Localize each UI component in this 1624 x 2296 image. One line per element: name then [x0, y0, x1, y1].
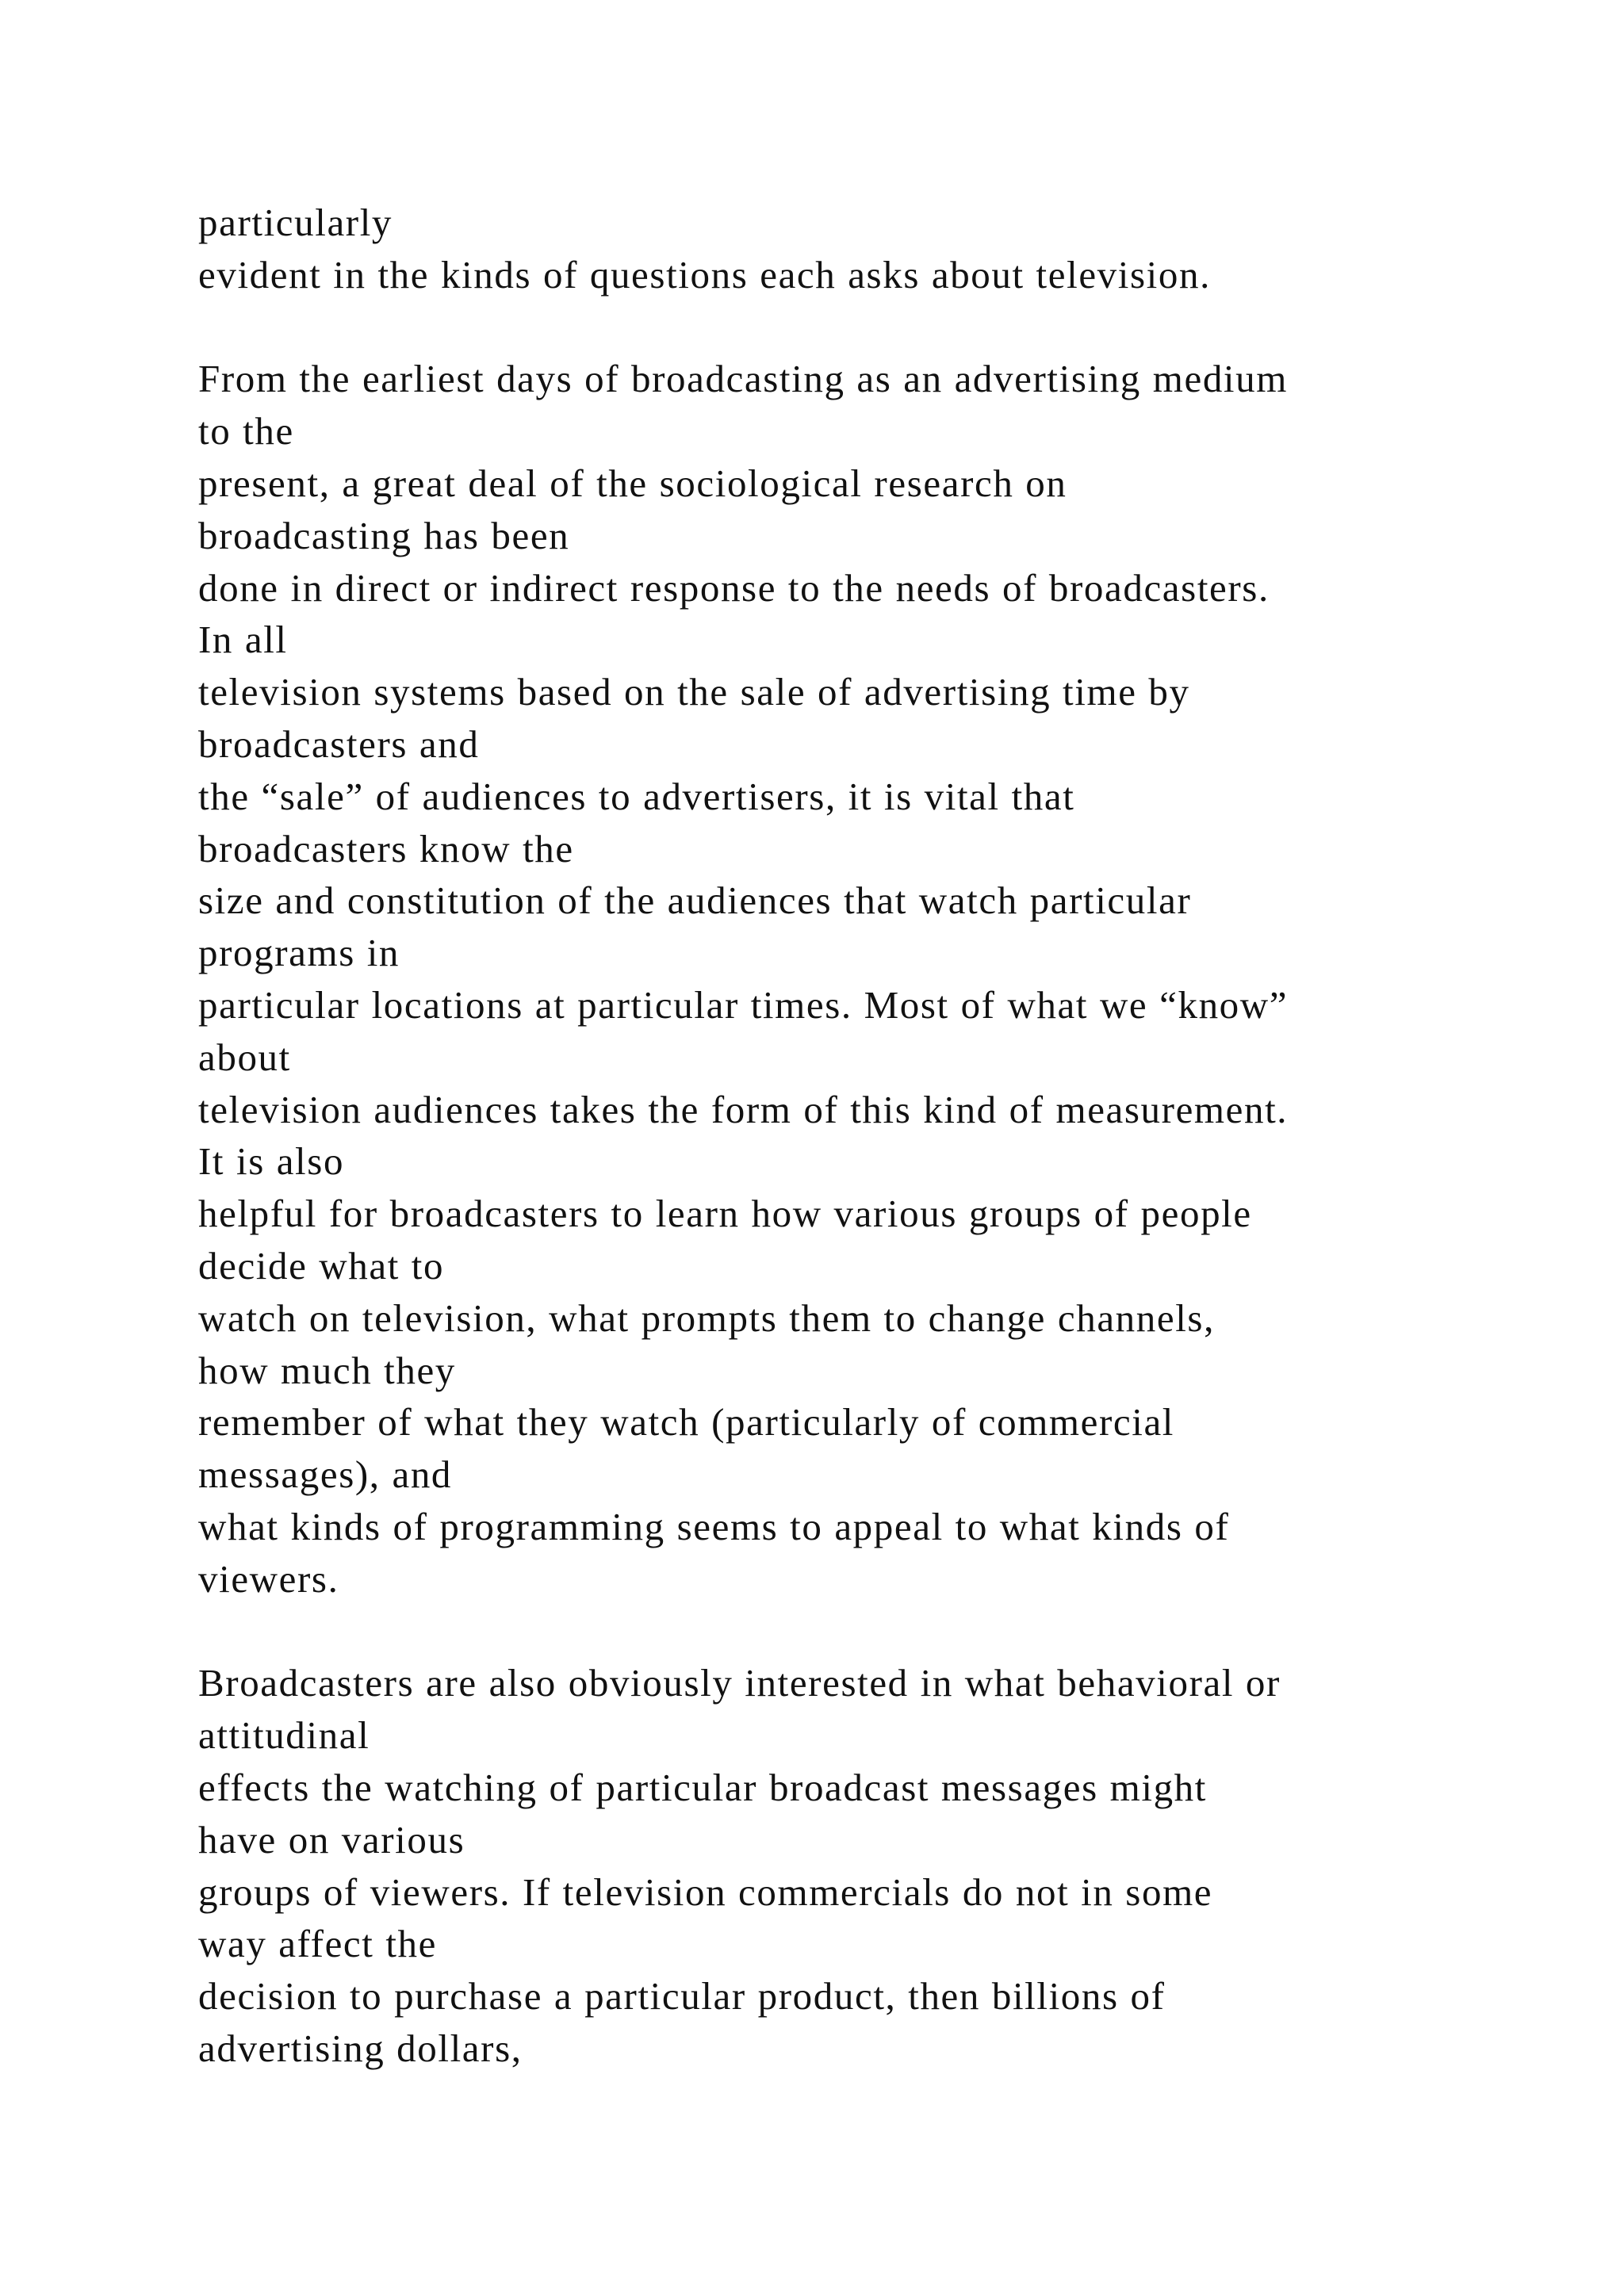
text-line: television systems based on the sale of advertising time by [198, 670, 1190, 714]
text-line: helpful for broadcasters to learn how various groups of people [198, 1192, 1252, 1236]
text-line: programs in [198, 931, 400, 975]
text-line: evident in the kinds of questions each asks about television. [198, 252, 1211, 297]
text-line: From the earliest days of broadcasting as an advertising medium [198, 357, 1288, 401]
text-line: broadcasters and [198, 721, 480, 766]
text-line: what kinds of programming seems to appeal to what kinds of [198, 1504, 1230, 1548]
text-line: the “sale” of audiences to advertisers, it is vital that [198, 774, 1075, 818]
text-line: to the [198, 409, 294, 453]
paragraph [198, 1657, 1546, 2074]
text-line: television audiences takes the form of this kind of measurement. [198, 1087, 1289, 1131]
text-line: watch on television, what prompts them to change channels, [198, 1295, 1215, 1340]
text-line: viewers. [198, 1556, 339, 1601]
text-line: size and constitution of the audiences that watch particular [198, 878, 1192, 923]
text-line: about [198, 1035, 291, 1079]
text-line: decide what to [198, 1243, 445, 1288]
text-line: way affect the [198, 1922, 438, 1966]
text-line: particular locations at particular times. Most of what we “know” [198, 982, 1289, 1027]
text-line: how much they [198, 1348, 456, 1392]
text-line: It is also [198, 1139, 345, 1184]
text-line: messages), and [198, 1452, 453, 1497]
text-line: groups of viewers. If television commercials do not in some [198, 1869, 1213, 1914]
text-line: remember of what they watch (particularly of commercial [198, 1400, 1175, 1445]
text-line: broadcasting has been [198, 513, 570, 557]
text-line: particularly [198, 201, 393, 244]
paragraph [198, 353, 1546, 1605]
text-line: present, a great deal of the sociological research on [198, 461, 1067, 505]
text-line: have on various [198, 1817, 465, 1862]
text-line: effects the watching of particular broadcast messages might [198, 1765, 1207, 1809]
text-line: done in direct or indirect response to the needs of broadcasters. [198, 565, 1270, 610]
text-line: attitudinal [198, 1713, 370, 1758]
text-line: decision to purchase a particular product, then billions of [198, 1974, 1166, 2019]
paragraph [198, 197, 1546, 301]
text-line: advertising dollars, [198, 2026, 523, 2070]
paragraph-gap [198, 1605, 1546, 1658]
paragraph-gap [198, 301, 1546, 354]
text-line: In all [198, 618, 288, 662]
text-line: broadcasters know the [198, 826, 574, 871]
text-line: Broadcasters are also obviously interested in what behavioral or [198, 1661, 1281, 1705]
document-body [198, 197, 1546, 2075]
